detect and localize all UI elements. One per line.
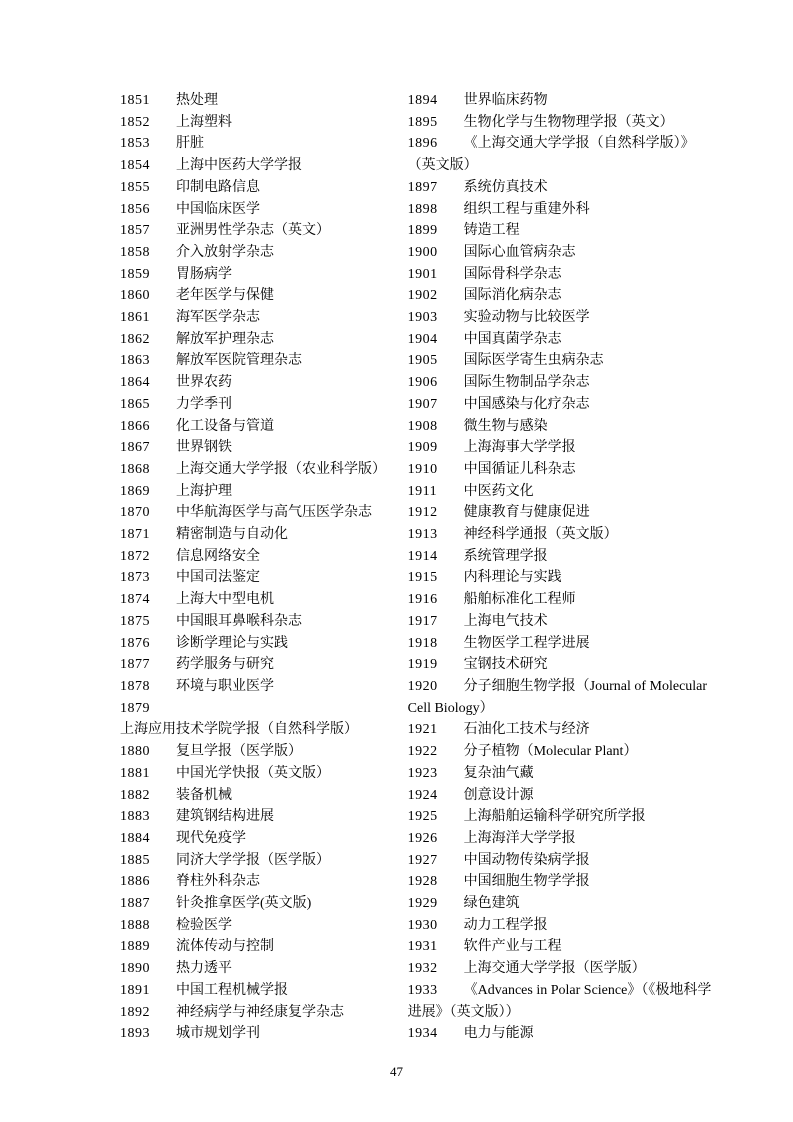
journal-entry [120,372,408,394]
journal-entry [120,785,408,807]
journal-entry [408,719,713,741]
entry-number: 1895 [407,114,438,130]
journal-entry [120,633,408,655]
entry-number: 1886 [120,874,150,890]
journal-entry [120,307,408,329]
entry-number: 1892 [120,1004,150,1020]
entry-number: 1925 [407,809,438,825]
journal-entry [120,133,408,155]
entry-title: 海军医学杂志 [176,310,260,326]
journal-entry [408,741,713,763]
journal-entry [120,524,408,546]
journal-entry [120,155,408,177]
entry-title: 精密制造与自动化 [176,527,288,543]
journal-entry [120,676,408,698]
entry-number: 1896 [407,136,438,152]
entry-number: 1910 [407,461,438,477]
entry-title: 中国眼耳鼻喉科杂志 [176,613,302,629]
journal-entry [408,502,713,524]
entry-title: 上海电气技术 [463,613,548,629]
entry-number: 1880 [120,744,150,760]
entry-title: 检验医学 [176,917,232,933]
journal-entry [408,199,713,221]
entry-title: 中国司法鉴定 [176,570,260,586]
journal-entry [408,524,713,546]
entry-title: 药学服务与研究 [176,657,274,673]
entry-number: 1869 [120,483,150,499]
entry-number: 1929 [407,896,438,912]
journal-entry [120,893,408,915]
journal-entry [120,763,408,785]
journal-entry [120,177,408,199]
entry-number: 1918 [407,635,438,651]
entry-title: 创意设计源 [463,787,534,803]
entry-number: 1873 [120,570,150,586]
entry-title: 上海应用技术学院学报（自然科学版） [120,722,358,738]
entry-number: 1890 [120,961,150,977]
entry-title: 船舶标准化工程师 [463,592,576,608]
journal-entry [120,741,408,763]
journal-entry [408,112,713,134]
entry-title: 上海护理 [176,483,232,499]
entry-number: 1919 [407,657,438,673]
journal-entry [408,437,713,459]
entry-title: 实验动物与比较医学 [463,310,590,326]
entry-title: 《Advances in Polar Science》（《极地科学进展》（英文版）） [407,982,712,1020]
entry-number: 1867 [120,440,150,456]
entry-number: 1888 [120,917,150,933]
entry-title: 针灸推拿医学(英文版) [176,896,312,912]
entry-title: 国际消化病杂志 [463,288,562,304]
entry-number: 1851 [120,93,150,108]
entry-number: 1905 [407,353,438,369]
entry-title: 城市规划学刊 [176,1026,260,1042]
journal-entry [408,329,713,351]
journal-entry [120,264,408,286]
entry-number: 1914 [407,548,438,564]
entry-number: 1908 [407,418,438,434]
journal-entry [120,437,408,459]
journal-entry [408,611,713,633]
entry-number: 1928 [407,874,438,890]
entry-number: 1915 [407,570,438,586]
entry-title: 世界临床药物 [463,93,548,108]
journal-entry [120,1002,408,1024]
entry-number: 1858 [120,244,150,260]
entry-number: 1902 [407,288,438,304]
entry-title: 解放军护理杂志 [176,331,274,347]
entry-title: 装备机械 [176,787,232,803]
page-number: 47 [390,1064,403,1079]
entry-number: 1911 [407,483,438,499]
entry-title: 神经病学与神经康复学杂志 [176,1004,344,1020]
journal-list [120,90,713,1045]
entry-number: 1913 [407,527,438,543]
journal-entry [408,763,713,785]
journal-entry [408,481,713,503]
entry-number: 1900 [407,244,438,260]
journal-entry [120,567,408,589]
entry-number: 1916 [407,592,438,608]
journal-column-right [408,90,713,1045]
entry-number: 1865 [120,396,150,412]
entry-number: 1891 [120,982,150,998]
entry-title: 脊柱外科杂志 [176,874,260,890]
journal-entry [120,199,408,221]
journal-entry [408,1023,713,1045]
journal-entry [408,893,713,915]
journal-entry [120,654,408,676]
journal-entry [408,285,713,307]
entry-number: 1889 [120,939,150,955]
entry-number: 1923 [407,765,438,781]
entry-number: 1883 [120,809,150,825]
journal-entry [120,546,408,568]
entry-title: 中国细胞生物学学报 [463,874,590,890]
entry-title: 国际医学寄生虫病杂志 [463,353,604,369]
entry-title: 印制电路信息 [176,179,260,195]
entry-title: 同济大学学报（医学版） [176,852,330,868]
entry-number: 1932 [407,961,438,977]
journal-entry [120,871,408,893]
journal-entry [408,264,713,286]
journal-entry [408,350,713,372]
journal-entry [120,611,408,633]
entry-title: 中医药文化 [463,483,534,499]
journal-entry [120,936,408,958]
entry-number: 1894 [407,93,438,108]
entry-number: 1934 [407,1026,438,1042]
journal-entry [408,936,713,958]
entry-title: 建筑钢结构进展 [176,809,274,825]
entry-number: 1924 [407,787,438,803]
entry-title: 绿色建筑 [463,896,520,912]
entry-title: 世界农药 [176,375,232,391]
entry-title: 力学季刊 [176,396,232,412]
journal-entry [408,242,713,264]
entry-title: 神经科学通报（英文版） [463,527,618,543]
entry-title: 解放军医院管理杂志 [176,353,302,369]
journal-entry [120,416,408,438]
journal-entry [120,502,408,524]
entry-title: 分子植物（Molecular Plant） [463,744,638,760]
entry-title: 上海海洋大学学报 [463,830,576,846]
entry-number: 1887 [120,896,150,912]
entry-title: 微生物与感染 [463,418,548,434]
journal-entry [408,307,713,329]
entry-title: 国际生物制品学杂志 [463,375,590,391]
entry-title: 分子细胞生物学报（Journal of Molecular Cell Biology） [407,678,708,716]
journal-entry [120,958,408,980]
journal-entry [408,850,713,872]
entry-number: 1866 [120,418,150,434]
entry-number: 1907 [407,396,438,412]
entry-title: 《上海交通大学学报（自然科学版）》（英文版） [407,136,695,174]
journal-entry [120,806,408,828]
journal-entry [120,698,408,741]
entry-number: 1856 [120,201,150,217]
journal-entry [408,220,713,242]
entry-title: 中国临床医学 [176,201,260,217]
entry-title: 上海交通大学学报（农业科学版） [176,461,386,477]
entry-title: 铸造工程 [463,223,520,239]
entry-number: 1898 [407,201,438,217]
entry-number: 1862 [120,331,150,347]
entry-title: 中华航海医学与高气压医学杂志 [176,505,372,521]
journal-entry [120,828,408,850]
journal-entry [408,785,713,807]
journal-entry [408,177,713,199]
entry-title: 信息网络安全 [176,548,260,564]
journal-entry [408,915,713,937]
entry-title: 上海大中型电机 [176,592,274,608]
entry-title: 上海中医药大学学报 [176,158,302,174]
journal-entry [408,980,713,1023]
journal-entry [408,567,713,589]
journal-entry [408,416,713,438]
entry-title: 上海塑料 [176,114,232,130]
entry-title: 国际骨科学杂志 [463,266,562,282]
journal-entry [408,654,713,676]
entry-number: 1930 [407,917,438,933]
entry-number: 1872 [120,548,150,564]
journal-entry [408,871,713,893]
entry-number: 1917 [407,613,438,629]
entry-title: 生物医学工程学进展 [463,635,590,651]
journal-entry [408,459,713,481]
entry-number: 1881 [120,765,150,781]
entry-number: 1884 [120,830,150,846]
journal-entry [408,546,713,568]
entry-number: 1864 [120,375,150,391]
entry-title: 系统管理学报 [463,548,548,564]
entry-title: 化工设备与管道 [176,418,274,434]
journal-entry [408,828,713,850]
entry-title: 上海海事大学学报 [463,440,576,456]
entry-title: 胃肠病学 [176,266,232,282]
entry-number: 1870 [120,505,150,521]
entry-title: 热力透平 [176,961,232,977]
entry-title: 诊断学理论与实践 [176,635,288,651]
entry-title: 系统仿真技术 [463,179,548,195]
entry-title: 内科理论与实践 [463,570,562,586]
entry-number: 1878 [120,678,150,694]
journal-entry [120,329,408,351]
journal-entry [120,90,408,112]
entry-number: 1903 [407,310,438,326]
entry-title: 动力工程学报 [463,917,548,933]
entry-number: 1893 [120,1026,150,1042]
journal-entry [120,242,408,264]
entry-number: 1882 [120,787,150,803]
entry-title: 环境与职业医学 [176,678,274,694]
entry-title: 组织工程与重建外科 [463,201,590,217]
journal-entry [120,394,408,416]
entry-title: 健康教育与健康促进 [463,505,590,521]
entry-number: 1912 [407,505,438,521]
journal-entry [408,958,713,980]
entry-title: 现代免疫学 [176,830,246,846]
entry-number: 1879 [120,700,150,716]
journal-column-left [120,90,408,1045]
entry-title: 中国工程机械学报 [176,982,288,998]
entry-title: 复旦学报（医学版） [176,744,302,760]
entry-title: 复杂油气藏 [463,765,534,781]
entry-number: 1859 [120,266,150,282]
entry-number: 1863 [120,353,150,369]
journal-entry [120,915,408,937]
entry-number: 1875 [120,613,150,629]
entry-number: 1904 [407,331,438,347]
journal-entry [120,589,408,611]
entry-title: 老年医学与保健 [176,288,274,304]
journal-entry [408,589,713,611]
entry-number: 1885 [120,852,150,868]
entry-title: 中国感染与化疗杂志 [463,396,590,412]
entry-title: 石油化工技术与经济 [463,722,590,738]
entry-title: 中国真菌学杂志 [463,331,562,347]
entry-number: 1874 [120,592,150,608]
journal-entry [408,90,713,112]
journal-entry [408,676,713,719]
journal-entry [408,394,713,416]
entry-number: 1860 [120,288,150,304]
entry-number: 1901 [407,266,438,282]
entry-number: 1899 [407,223,438,239]
journal-entry [120,481,408,503]
journal-entry [120,1023,408,1045]
entry-title: 流体传动与控制 [176,939,274,955]
journal-entry [120,220,408,242]
journal-entry [120,850,408,872]
journal-entry [408,133,713,176]
entry-number: 1921 [407,722,438,738]
entry-number: 1897 [407,179,438,195]
entry-number: 1877 [120,657,150,673]
entry-number: 1909 [407,440,438,456]
entry-title: 世界钢铁 [176,440,232,456]
entry-title: 中国动物传染病学报 [463,852,590,868]
entry-title: 肝脏 [176,136,204,152]
journal-entry [120,350,408,372]
entry-number: 1855 [120,179,150,195]
entry-title: 电力与能源 [463,1026,534,1042]
entry-number: 1857 [120,223,150,239]
entry-number: 1933 [407,982,438,998]
entry-number: 1926 [407,830,438,846]
entry-number: 1854 [120,158,150,174]
entry-title: 亚洲男性学杂志（英文） [176,223,330,239]
entry-title: 中国循证儿科杂志 [463,461,576,477]
entry-title: 宝钢技术研究 [463,657,548,673]
entry-title: 介入放射学杂志 [176,244,274,260]
entry-number: 1876 [120,635,150,651]
entry-number: 1906 [407,375,438,391]
journal-entry [120,285,408,307]
journal-entry [120,112,408,134]
entry-title: 软件产业与工程 [463,939,562,955]
entry-number: 1927 [407,852,438,868]
journal-entry [120,459,408,481]
journal-entry [408,806,713,828]
entry-number: 1931 [407,939,438,955]
entry-title: 上海交通大学学报（医学版） [463,961,646,977]
entry-number: 1922 [407,744,438,760]
entry-title: 热处理 [176,93,218,108]
entry-number: 1871 [120,527,150,543]
journal-entry [408,633,713,655]
entry-number: 1868 [120,461,150,477]
journal-entry [120,980,408,1002]
entry-number: 1853 [120,136,150,152]
entry-number: 1920 [407,678,438,694]
entry-number: 1852 [120,114,150,130]
entry-title: 生物化学与生物物理学报（英文） [463,114,674,130]
journal-entry [408,372,713,394]
entry-title: 中国光学快报（英文版） [176,765,330,781]
entry-title: 国际心血管病杂志 [463,244,576,260]
entry-title: 上海船舶运输科学研究所学报 [463,809,646,825]
entry-number: 1861 [120,310,150,326]
